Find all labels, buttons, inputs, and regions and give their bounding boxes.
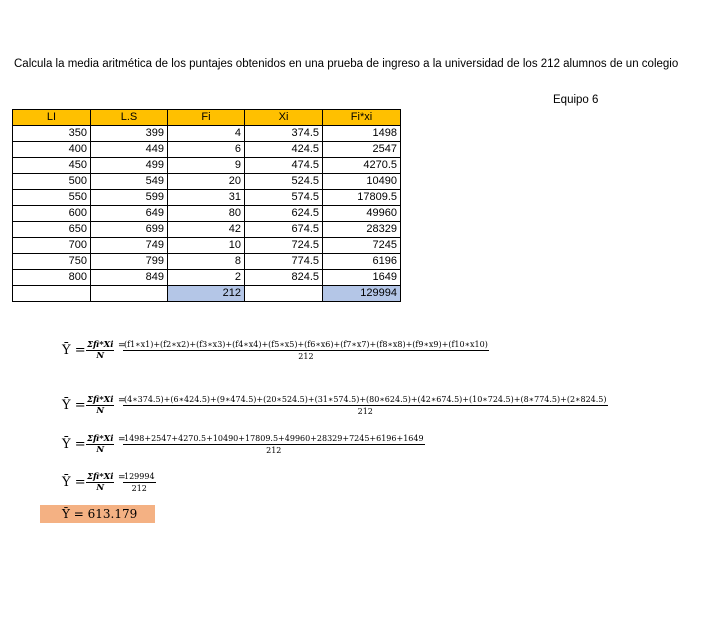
- total-fixi: 129994: [323, 286, 401, 302]
- cell-xi: 374.5: [245, 126, 323, 142]
- formula-step2: [123, 395, 608, 418]
- cell-xi: 724.5: [245, 238, 323, 254]
- cell-xi: 474.5: [245, 158, 323, 174]
- cell-fixi: 1498: [323, 126, 401, 142]
- cell-fixi: 4270.5: [323, 158, 401, 174]
- step4-numerator: 129994: [124, 472, 155, 481]
- table-row: [13, 222, 401, 238]
- cell-fixi: 2547: [323, 142, 401, 158]
- cell-li: 700: [13, 238, 91, 254]
- table-row: [13, 238, 401, 254]
- cell-xi: 674.5: [245, 222, 323, 238]
- cell-fi: 4: [168, 126, 245, 142]
- cell-fi: 42: [168, 222, 245, 238]
- cell-ls: 799: [91, 254, 168, 270]
- cell-li: 750: [13, 254, 91, 270]
- table-row: [13, 206, 401, 222]
- table-header-row: [13, 110, 401, 126]
- cell-fi: 80: [168, 206, 245, 222]
- cell-li: 600: [13, 206, 91, 222]
- cell-xi: 774.5: [245, 254, 323, 270]
- cell-ls: 599: [91, 190, 168, 206]
- cell-li: 650: [13, 222, 91, 238]
- table-row: [13, 190, 401, 206]
- step2-denominator: 212: [357, 407, 373, 416]
- cell-fi: 10: [168, 238, 245, 254]
- total-fi: 212: [168, 286, 245, 302]
- cell-xi: 424.5: [245, 142, 323, 158]
- step1-numerator: (f1∗x1)+(f2∗x2)+(f3∗x3)+(f4∗x4)+(f5∗x5)+(f6∗x6)+(f7∗x7)+(f8∗x8)+(f9∗x9)+(f10∗x10): [124, 340, 488, 349]
- ybar-symbol: Ȳ =: [62, 398, 86, 413]
- cell-li: 400: [13, 142, 91, 158]
- cell-xi: 574.5: [245, 190, 323, 206]
- cell-ls: 749: [91, 238, 168, 254]
- cell-fixi: 28329: [323, 222, 401, 238]
- cell-fixi: 17809.5: [323, 190, 401, 206]
- lhs-numerator: Σfi*Xi: [87, 395, 114, 405]
- cell-ls: 399: [91, 126, 168, 142]
- empty-cell: [245, 286, 323, 302]
- result-mean: Ȳ = 613.179: [40, 505, 155, 523]
- step1-denominator: 212: [298, 352, 314, 361]
- cell-fixi: 49960: [323, 206, 401, 222]
- cell-li: 450: [13, 158, 91, 174]
- formula-step1: [123, 340, 489, 363]
- empty-cell: [91, 286, 168, 302]
- cell-fixi: 7245: [323, 238, 401, 254]
- cell-li: 350: [13, 126, 91, 142]
- equals-sign: =: [118, 473, 126, 483]
- table-row: [13, 174, 401, 190]
- cell-li: 550: [13, 190, 91, 206]
- team-label: Equipo 6: [553, 94, 599, 106]
- cell-fixi: 10490: [323, 174, 401, 190]
- cell-li: 800: [13, 270, 91, 286]
- formula-lhs: [86, 472, 114, 494]
- ybar-symbol: Ȳ =: [62, 343, 86, 358]
- empty-cell: [13, 286, 91, 302]
- formula-lhs: [86, 434, 114, 456]
- frequency-table: [12, 109, 401, 302]
- table-row: [13, 126, 401, 142]
- cell-fi: 2: [168, 270, 245, 286]
- equals-sign: =: [118, 341, 126, 351]
- header-fixi: Fi*xi: [323, 110, 401, 126]
- lhs-denominator: N: [96, 483, 105, 493]
- formula-lhs: [86, 395, 114, 417]
- cell-ls: 499: [91, 158, 168, 174]
- header-xi: Xi: [245, 110, 323, 126]
- formula-lhs: [86, 340, 114, 362]
- equals-sign: =: [118, 435, 126, 445]
- formula-step3: [123, 434, 425, 457]
- step3-denominator: 212: [266, 446, 282, 455]
- header-li: LI: [13, 110, 91, 126]
- cell-ls: 449: [91, 142, 168, 158]
- table-row: [13, 254, 401, 270]
- lhs-denominator: N: [96, 351, 105, 361]
- header-fi: Fi: [168, 110, 245, 126]
- cell-ls: 849: [91, 270, 168, 286]
- cell-fixi: 6196: [323, 254, 401, 270]
- cell-ls: 649: [91, 206, 168, 222]
- cell-xi: 524.5: [245, 174, 323, 190]
- problem-statement: Calcula la media aritmética de los puntajes obtenidos en una prueba de ingreso a la universidad de los 212 alumnos de un colegio: [14, 58, 679, 70]
- cell-ls: 549: [91, 174, 168, 190]
- lhs-numerator: Σfi*Xi: [87, 434, 114, 444]
- cell-fi: 6: [168, 142, 245, 158]
- step3-numerator: 1498+2547+4270.5+10490+17809.5+49960+28329+7245+6196+1649: [124, 434, 424, 443]
- ybar-symbol: Ȳ =: [62, 437, 86, 452]
- lhs-denominator: N: [96, 406, 105, 416]
- cell-fi: 8: [168, 254, 245, 270]
- table-row: [13, 142, 401, 158]
- cell-fi: 9: [168, 158, 245, 174]
- step2-numerator: (4∗374.5)+(6∗424.5)+(9∗474.5)+(20∗524.5)+(31∗574.5)+(80∗624.5)+(42∗674.5)+(10∗724.5)+(8∗774.5)+(2∗824.5): [124, 395, 607, 404]
- table-row: [13, 158, 401, 174]
- formula-step4: [123, 472, 156, 495]
- lhs-denominator: N: [96, 445, 105, 455]
- cell-fixi: 1649: [323, 270, 401, 286]
- step4-denominator: 212: [131, 484, 147, 493]
- equals-sign: =: [118, 396, 126, 406]
- ybar-symbol: Ȳ =: [62, 475, 86, 490]
- header-ls: L.S: [91, 110, 168, 126]
- table-row: [13, 270, 401, 286]
- totals-row: [13, 286, 401, 302]
- cell-xi: 624.5: [245, 206, 323, 222]
- cell-fi: 31: [168, 190, 245, 206]
- cell-xi: 824.5: [245, 270, 323, 286]
- lhs-numerator: Σfi*Xi: [87, 340, 114, 350]
- cell-fi: 20: [168, 174, 245, 190]
- cell-li: 500: [13, 174, 91, 190]
- lhs-numerator: Σfi*Xi: [87, 472, 114, 482]
- cell-ls: 699: [91, 222, 168, 238]
